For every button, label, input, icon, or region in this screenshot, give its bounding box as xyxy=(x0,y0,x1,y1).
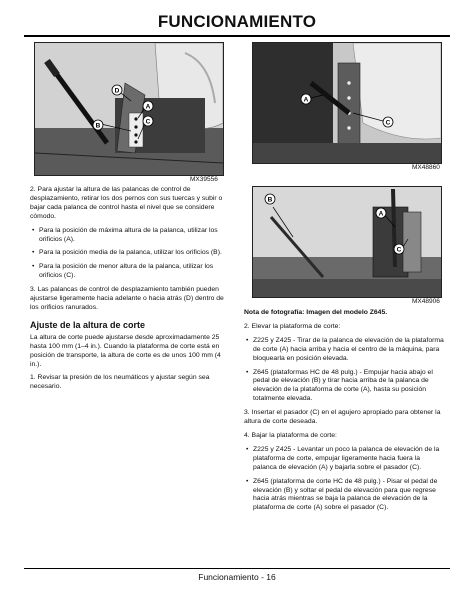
figure-deck-lift-photo-1 xyxy=(252,42,442,164)
raise-deck-list xyxy=(244,337,444,404)
section-intro: La altura de corte puede ajustarse desde aproximadamente 25 hasta 100 mm (1–4 in.). Cuando la plataforma de corte está en posición de transporte, la altura de corte es de unos 100 mm (4 in.). xyxy=(30,333,221,368)
lower-deck-list xyxy=(244,446,444,513)
figure-travel-lever-photo xyxy=(34,42,224,176)
header-rule xyxy=(24,35,450,37)
list-item: • Z645 (plataformas HC de 48 pulg.) - Empujar hacia abajo el pedal de elevación (B) y tirar hacia arriba de la palanca de elevación de la plataforma de corte (A), hasta su posición totalmente elevada. xyxy=(253,369,444,405)
step-4-text: 4. Bajar la plataforma de corte: xyxy=(244,431,337,439)
list-item: • Z225 y Z425 - Tirar de la palanca de elevación de la plataforma de corte (A) hacia arriba y hacia el centro de la máquina, para bloquearla en posición elevada. xyxy=(253,337,444,364)
callout-a xyxy=(301,94,311,104)
figure-deck-lift-callouts-1 xyxy=(253,43,441,163)
page-footer xyxy=(24,568,450,582)
svg-text:B: B xyxy=(95,122,101,130)
figure-deck-lift-callouts-2 xyxy=(253,187,441,297)
left-column xyxy=(30,186,230,397)
svg-text:A: A xyxy=(145,103,151,111)
figure-1-code: MX39556 xyxy=(190,176,218,183)
callout-d xyxy=(112,85,122,95)
callout-b xyxy=(93,120,103,130)
svg-text:D: D xyxy=(114,87,120,95)
svg-text:C: C xyxy=(145,118,151,126)
step-2-text: 2. Elevar la plataforma de corte: xyxy=(244,322,341,330)
step-3-text: 3. Las palancas de control de desplazamiento también pueden ajustarse ligeramente hacia adelante o hacia atrás (D) dentro de los orificios ranurados. xyxy=(30,286,224,311)
callout-c xyxy=(383,117,393,127)
list-item: • Z645 (plataforma de corte HC de 48 pulg.) - Pisar el pedal de elevación (B) y soltar el pedal de elevación para que regrese hacia atrás mientras se baja la palanca de elevación de la plataforma de corte (A) sobre el pasador (C). xyxy=(253,478,444,514)
photo-note: Nota de fotografía: Imagen del modelo Z645. xyxy=(244,309,388,316)
svg-text:A: A xyxy=(378,210,384,218)
figure-2-code: MX48860 xyxy=(412,164,440,171)
callout-c xyxy=(143,116,153,126)
right-column xyxy=(244,309,444,518)
list-item: • Z225 y Z425 - Levantar un poco la palanca de elevación de la plataforma de corte, empujar ligeramente hacia fuera la palanca de elevación (A) y bajarla sobre el pasador (C). xyxy=(253,446,444,473)
section-heading: Ajuste de la altura de corte xyxy=(30,319,146,330)
callout-c xyxy=(394,244,404,254)
list-item: • Para la posición de menor altura de la palanca, utilizar los orificios (C). xyxy=(39,263,230,281)
figure-deck-lift-photo-2 xyxy=(252,186,442,298)
lever-height-list xyxy=(30,227,230,282)
footer-page-label: Funcionamiento - 16 xyxy=(198,572,276,582)
step-3-text: 3. Insertar el pasador (C) en el agujero apropiado para obtener la altura de corte deseada. xyxy=(244,409,441,426)
svg-text:B: B xyxy=(267,196,273,204)
callout-a xyxy=(143,101,153,111)
svg-text:C: C xyxy=(396,246,402,254)
page-title: FUNCIONAMIENTO xyxy=(157,12,317,31)
svg-text:A: A xyxy=(303,96,309,104)
page-header xyxy=(24,12,450,37)
callout-a xyxy=(376,208,386,218)
step-2-text: 2. Para ajustar la altura de las palancas de control de desplazamiento, retirar los dos pernos con sus tuercas y subir o bajar cada palanca de control hasta el nivel que se considere cómodo. xyxy=(30,186,223,220)
footer-rule xyxy=(24,568,450,569)
figure-travel-lever-callouts xyxy=(35,43,223,175)
figure-3-code: MX48906 xyxy=(412,298,440,305)
list-item: • Para la posición de máxima altura de la palanca, utilizar los orificios (A). xyxy=(39,227,230,245)
callout-b xyxy=(265,194,275,204)
list-item: • Para la posición media de la palanca, utilizar los orificios (B). xyxy=(39,249,230,258)
svg-text:C: C xyxy=(385,119,391,127)
section-step-1: 1. Revisar la presión de los neumáticos y ajustar según sea necesario. xyxy=(30,374,210,391)
